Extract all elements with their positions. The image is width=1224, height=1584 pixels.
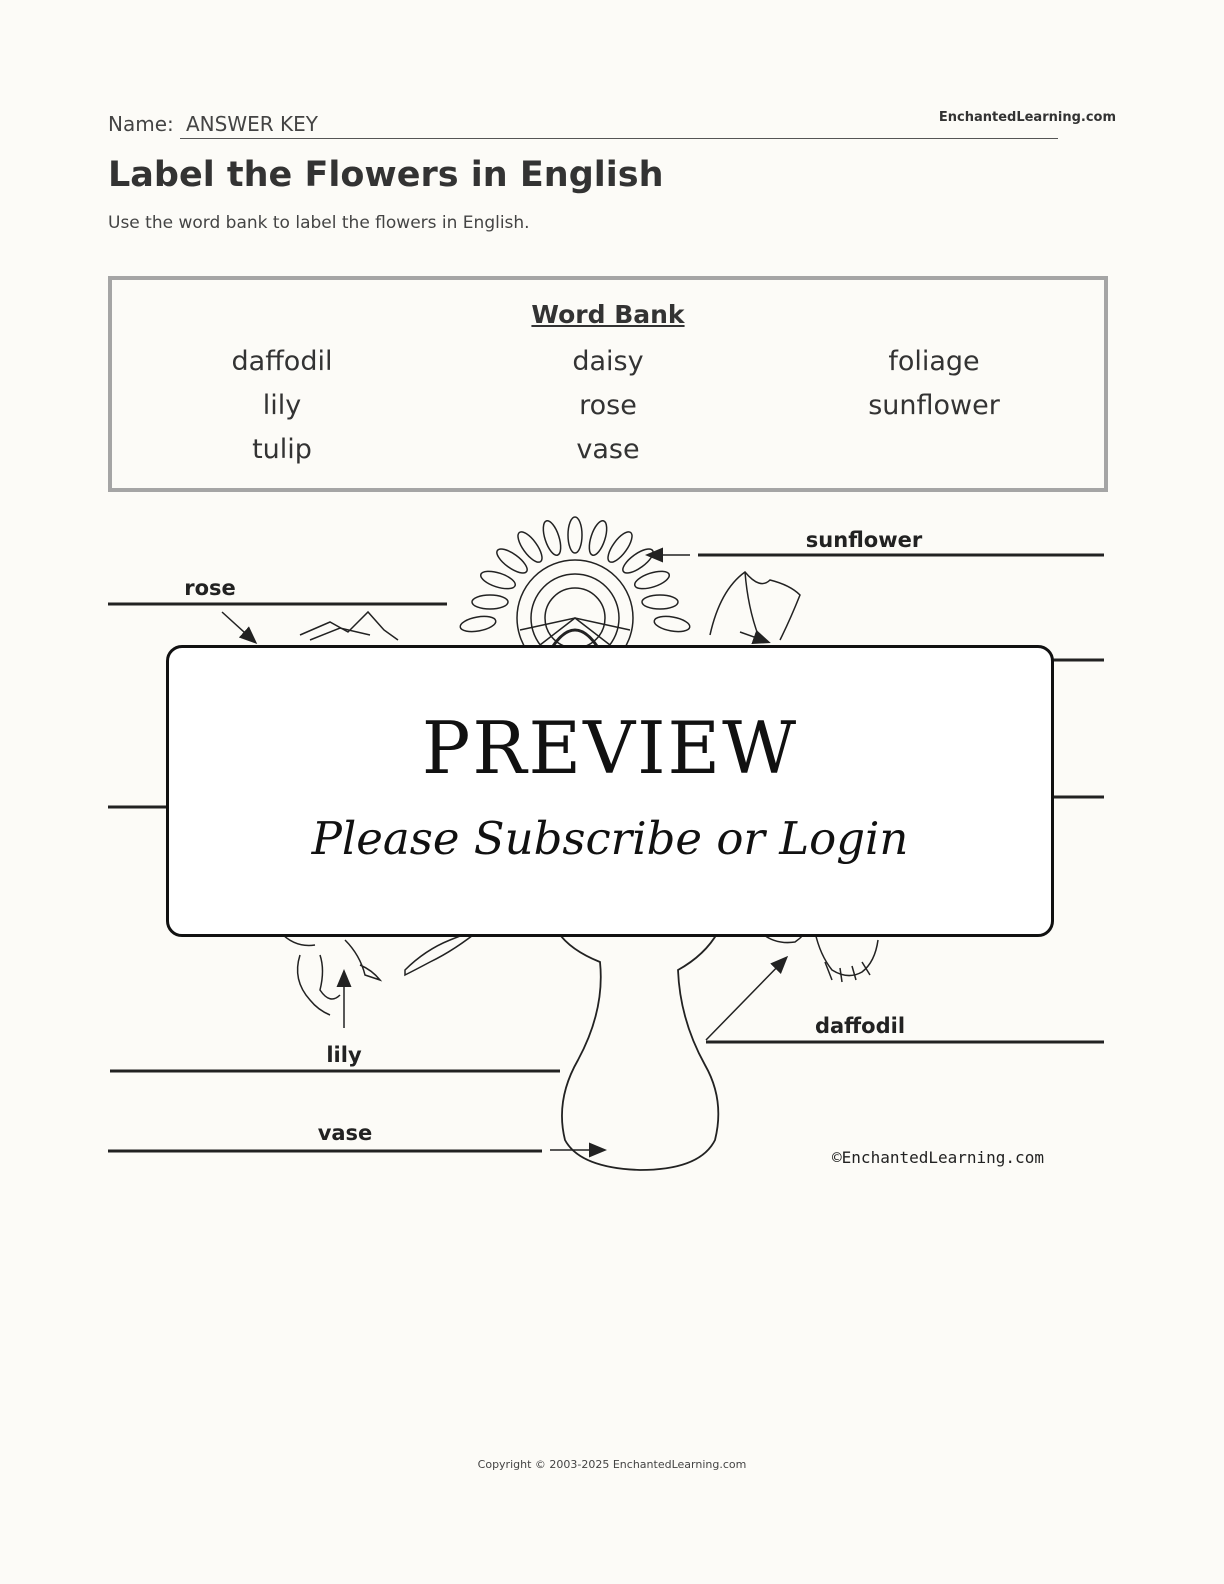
- subscribe-login-prompt[interactable]: Please Subscribe or Login: [311, 812, 909, 865]
- label-rose: rose: [184, 576, 236, 600]
- word-bank-item: foliage: [888, 346, 980, 377]
- word-bank-item: daffodil: [231, 346, 333, 377]
- daffodil-arrow: [706, 958, 786, 1040]
- label-sunflower: sunflower: [805, 528, 923, 552]
- name-row: [108, 108, 1116, 142]
- word-bank-item: lily: [262, 390, 302, 421]
- name-underline: [180, 138, 1058, 139]
- word-bank: [108, 276, 1108, 492]
- brand-logo: EnchantedLearning.com: [938, 110, 1116, 125]
- instructions: Use the word bank to label the flowers in English.: [108, 213, 530, 233]
- name-label: Name:: [108, 112, 174, 136]
- footer-copyright: Copyright © 2003-2025 EnchantedLearning.com: [477, 1458, 747, 1471]
- label-daffodil: daffodil: [814, 1014, 906, 1038]
- preview-title: PREVIEW: [421, 706, 799, 790]
- word-bank-item: tulip: [252, 434, 312, 465]
- word-bank-item: sunflower: [868, 390, 1000, 421]
- word-bank-title: Word Bank: [531, 300, 685, 329]
- lily-drawing: [280, 928, 482, 1015]
- rose-arrow: [222, 612, 255, 642]
- label-vase: vase: [317, 1121, 373, 1145]
- tulip-arrow: [740, 632, 768, 642]
- diagram-copyright: ©EnchantedLearning.com: [832, 1148, 1044, 1167]
- word-bank-item: vase: [576, 434, 640, 465]
- word-bank-item: rose: [579, 390, 637, 421]
- word-bank-item: daisy: [572, 346, 644, 377]
- name-value: ANSWER KEY: [186, 112, 318, 136]
- rose-drawing: [300, 612, 398, 640]
- page-title: Label the Flowers in English: [108, 155, 664, 195]
- tulip-drawing: [710, 572, 800, 640]
- vase-drawing: [558, 932, 718, 1170]
- preview-overlay[interactable]: [166, 645, 1054, 937]
- label-lily: lily: [326, 1043, 362, 1067]
